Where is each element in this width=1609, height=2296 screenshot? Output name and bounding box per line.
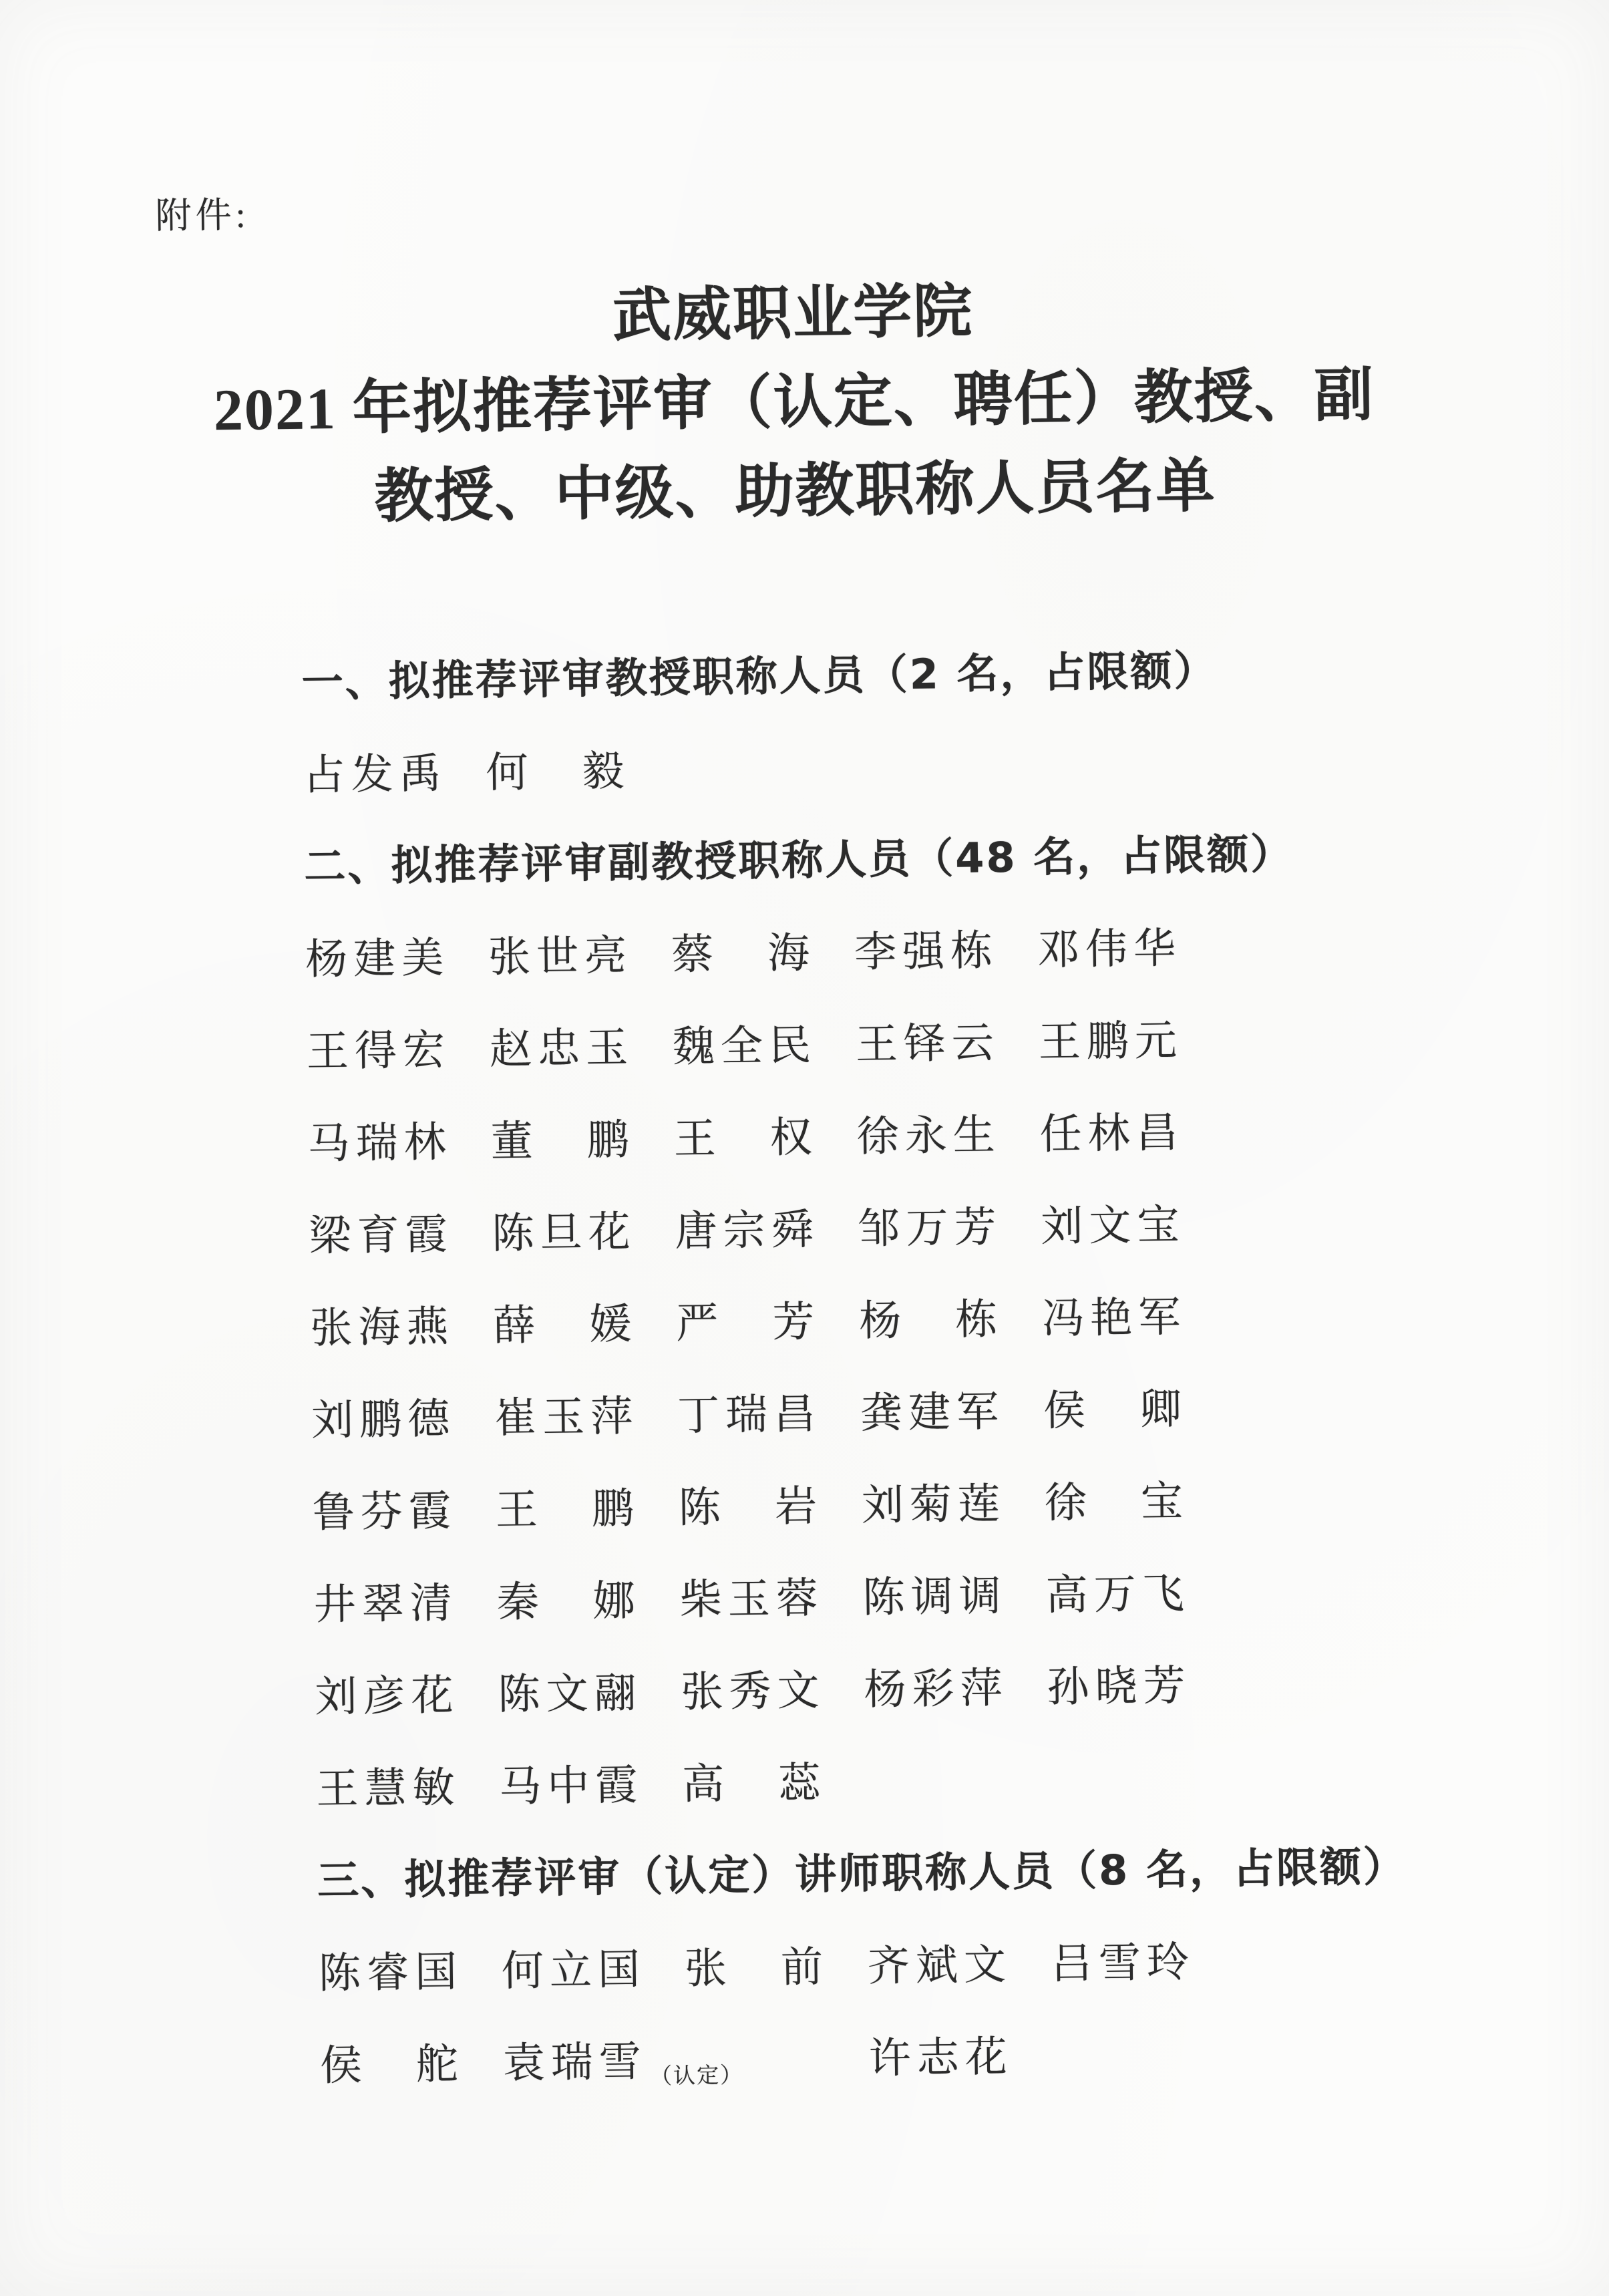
person-name: 唐宗舜: [675, 1206, 820, 1255]
person-name: 李强栋: [854, 927, 999, 976]
title-line-2: 2021 年拟推荐评审（认定、聘任）教授、副: [213, 363, 1375, 444]
person-name: 侯 舵: [319, 2040, 465, 2090]
person-name: 杨彩萍: [864, 1665, 1009, 1713]
document-title: [0, 259, 1600, 546]
person-name: 徐永生: [856, 1112, 1002, 1160]
person-name: 王铎云: [855, 1019, 1001, 1068]
person-name: 吕雪玲: [1050, 1939, 1196, 1988]
person-name: 赵忠玉: [489, 1024, 635, 1074]
name-row: [319, 2017, 1469, 2124]
person-name: 杨建美: [305, 934, 450, 983]
person-name: 陈调调: [862, 1573, 1008, 1621]
person-name: 高万飞: [1045, 1570, 1191, 1619]
person-name: 龚建军: [860, 1388, 1005, 1437]
person-name: 丁瑞昌: [677, 1390, 822, 1440]
person-name: 张海燕: [309, 1303, 455, 1352]
name-row: [310, 1279, 1460, 1387]
name-row: [312, 1464, 1462, 1571]
name-row: [311, 1371, 1461, 1479]
person-name: 冯艳军: [1041, 1293, 1187, 1343]
person-name: 邹万芳: [858, 1204, 1003, 1253]
person-name: 井翠清: [313, 1579, 459, 1629]
person-name: 袁瑞雪 （认定）: [502, 2038, 744, 2090]
person-name: 马中霞: [498, 1762, 644, 1810]
attachment-label: 附件:: [155, 194, 250, 236]
person-name: 王 权: [673, 1114, 819, 1163]
section-heading-3: 三、拟推荐评审（认定）讲师职称人员（8 名，占限额）: [317, 1842, 1407, 1905]
person-name: 杨 栋: [858, 1296, 1004, 1345]
person-name: 陈旦花: [492, 1208, 637, 1258]
person-name: 鲁芬霞: [312, 1487, 458, 1536]
person-name: 王 鹏: [495, 1485, 641, 1534]
person-name: 魏全民: [672, 1021, 818, 1071]
person-name: 张秀文: [681, 1667, 826, 1716]
name-row: [313, 1556, 1463, 1663]
name-row: [305, 911, 1455, 1018]
name-row: [318, 1925, 1468, 2032]
person-name: 邓伟华: [1037, 925, 1182, 974]
person-name: 齐斌文: [867, 1941, 1013, 1990]
name-row: [307, 1095, 1457, 1202]
person-name: 刘菊莲: [861, 1480, 1007, 1529]
person-name: 陈睿国: [318, 1948, 464, 1997]
name-list-sections: [301, 634, 1469, 2124]
name-row: [316, 1740, 1466, 1848]
person-name: 马瑞林: [307, 1118, 453, 1168]
person-name: 刘鹏德: [311, 1395, 456, 1444]
person-name: 柴玉蓉: [679, 1575, 825, 1624]
person-name: 薛 媛: [492, 1301, 638, 1350]
person-name: 陈文翮: [498, 1669, 643, 1719]
person-name: 高 蕊: [681, 1759, 827, 1808]
person-name: 王鹏元: [1038, 1017, 1184, 1066]
person-name: 刘文宝: [1041, 1201, 1186, 1251]
person-name: 王慧敏: [315, 1764, 461, 1813]
person-name: 蔡 海: [671, 929, 816, 979]
name-row: [309, 1187, 1459, 1295]
person-name: 任林昌: [1039, 1109, 1185, 1158]
person-name: 董 鹏: [490, 1116, 636, 1166]
person-name: 何立国: [501, 1946, 647, 1995]
name-row: [306, 1003, 1456, 1110]
person-name: 许志花: [868, 2033, 1014, 2082]
name-row: [315, 1648, 1465, 1756]
person-name: 梁育霞: [309, 1210, 454, 1260]
person-name: 张世亮: [488, 932, 633, 981]
person-name-note: （认定）: [649, 2064, 744, 2090]
person-name: 孙晓芳: [1047, 1662, 1192, 1711]
person-name: 何 毅: [486, 748, 631, 797]
name-row: [303, 726, 1453, 834]
person-name: 徐 宝: [1044, 1478, 1190, 1527]
person-name: 刘彦花: [315, 1671, 460, 1721]
person-name: 张 前: [684, 1943, 830, 1993]
person-name: 王得宏: [306, 1026, 452, 1076]
person-name: 侯 卿: [1043, 1385, 1188, 1435]
section-heading-1: 一、拟推荐评审教授职称人员（2 名，占限额）: [301, 645, 1218, 707]
title-line-3: 教授、中级、助教职称人员名单: [373, 454, 1217, 530]
person-name: 崔玉萍: [494, 1393, 639, 1442]
section-heading-2: 二、拟推荐评审副教授职称人员（48 名，占限额）: [303, 829, 1294, 891]
title-line-1: 武威职业学院: [612, 279, 974, 349]
person-name: 占发禹: [303, 750, 448, 799]
person-name: 陈 岩: [678, 1482, 824, 1532]
person-name: 秦 娜: [496, 1577, 642, 1627]
person-name: 严 芳: [675, 1298, 821, 1347]
